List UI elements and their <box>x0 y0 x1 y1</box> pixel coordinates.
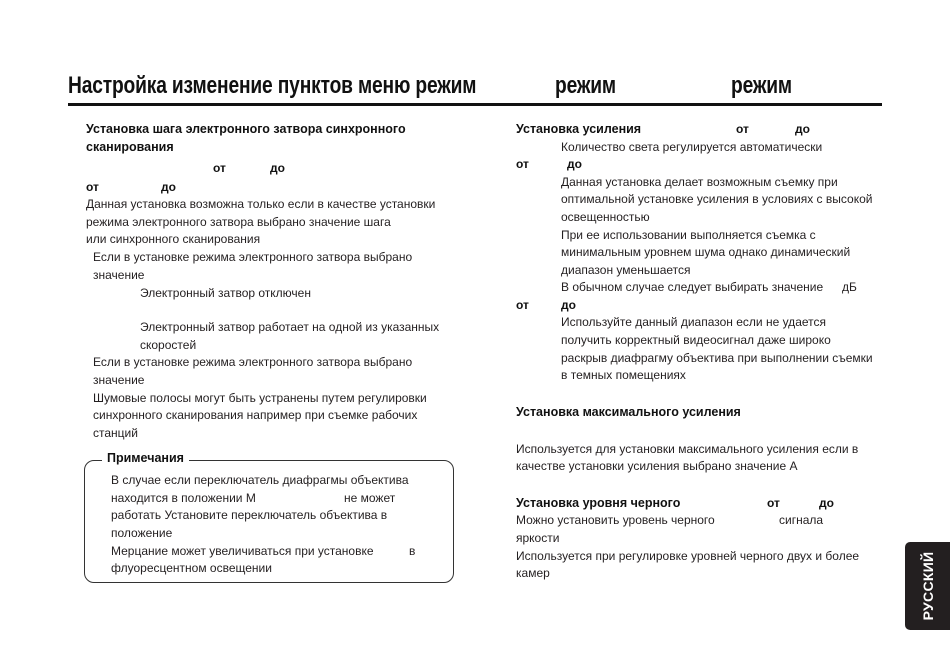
heading-shutter-step-line1: Установка шага электронного затвора синхронного <box>86 122 406 136</box>
body-text-line: Можно установить уровень черного <box>516 513 715 527</box>
range-to-label: до <box>270 161 285 175</box>
language-tab <box>905 542 950 630</box>
body-text-line: Если в установке режима электронного затвора выбрано <box>93 355 413 369</box>
body-text-line: диапазон уменьшается <box>561 263 691 277</box>
body-text-line: дБ <box>842 280 857 294</box>
body-text-line: Данная установка делает возможным съемку при <box>561 175 838 189</box>
body-text-line: получить корректный видеосигнал даже широко <box>561 333 831 347</box>
body-text-line: Электронный затвор отключен <box>140 286 311 300</box>
body-text-line: яркости <box>516 531 560 545</box>
range-to-label: до <box>161 180 176 194</box>
body-text-line: скоростей <box>140 338 197 352</box>
language-tab-label: РУССКИЙ <box>919 551 936 621</box>
title-rule <box>68 103 882 106</box>
body-text-line: минимальным уровнем шума однако динамический <box>561 245 851 259</box>
range-to-label: до <box>567 157 582 171</box>
note-line: находится в положении M <box>111 491 256 505</box>
range-from-label: от <box>516 157 529 171</box>
body-text-line: значение <box>93 373 145 387</box>
range-to-label: до <box>819 496 834 510</box>
page-title-mode-3: режим <box>731 72 792 99</box>
body-text-line: синхронного сканирования например при съемке рабочих <box>93 408 418 422</box>
note-line: Мерцание может увеличиваться при установке <box>111 544 374 558</box>
range-from-label: от <box>736 122 749 136</box>
range-from-label: от <box>767 496 780 510</box>
body-text-line: освещенностью <box>561 210 650 224</box>
body-text-line: значение <box>93 268 145 282</box>
heading-shutter-step-line2: сканирования <box>86 140 174 154</box>
note-line: положение <box>111 526 173 540</box>
page-title: Настройка изменение пунктов меню режим <box>68 72 477 99</box>
body-text-line: Если в установке режима электронного затвора выбрано <box>93 250 413 264</box>
range-to-label: до <box>561 298 576 312</box>
range-from-label: от <box>213 161 226 175</box>
note-line: флуоресцентном освещении <box>111 561 272 575</box>
body-text-line: в темных помещениях <box>561 368 686 382</box>
body-text-line: Данная установка возможна только если в качестве установки <box>86 197 436 211</box>
range-to-label: до <box>795 122 810 136</box>
body-text-line: Используется при регулировке уровней черного двух и более <box>516 549 860 563</box>
page-title-mode-2: режим <box>555 72 616 99</box>
heading-black-level: Установка уровня черного <box>516 496 681 510</box>
body-text-line: раскрыв диафрагму объектива при выполнении съемки <box>561 351 873 365</box>
range-from-label: от <box>86 180 99 194</box>
body-text-line: В обычном случае следует выбирать значение <box>561 280 824 294</box>
body-text-line: станций <box>93 426 138 440</box>
body-text-line: или синхронного сканирования <box>86 232 261 246</box>
body-text-line: камер <box>516 566 550 580</box>
body-text-line: Шумовые полосы могут быть устранены путем регулировки <box>93 391 427 405</box>
body-text-line: Электронный затвор работает на одной из указанных <box>140 320 440 334</box>
notes-label: Примечания <box>102 451 189 465</box>
body-text-line: При ее использовании выполняется съемка с <box>561 228 816 242</box>
body-text-line: режима электронного затвора выбрано значение шага <box>86 215 391 229</box>
note-line: в <box>409 544 416 558</box>
note-line: не может <box>344 491 396 505</box>
body-text-line: оптимальной установке усиления в условиях с высокой <box>561 192 873 206</box>
note-line: работать Установите переключатель объектива в <box>111 508 388 522</box>
body-text-line: качестве установки усиления выбрано значение A <box>516 459 798 473</box>
body-text-line: Используется для установки максимального усиления если в <box>516 442 859 456</box>
heading-gain: Установка усиления <box>516 122 642 136</box>
heading-max-gain: Установка максимального усиления <box>516 405 741 419</box>
body-text-line: сигнала <box>779 513 824 527</box>
body-text-line: Используйте данный диапазон если не удается <box>561 315 826 329</box>
note-line: В случае если переключатель диафрагмы объектива <box>111 473 409 487</box>
range-from-label: от <box>516 298 529 312</box>
body-text-line: Количество света регулируется автоматически <box>561 140 823 154</box>
